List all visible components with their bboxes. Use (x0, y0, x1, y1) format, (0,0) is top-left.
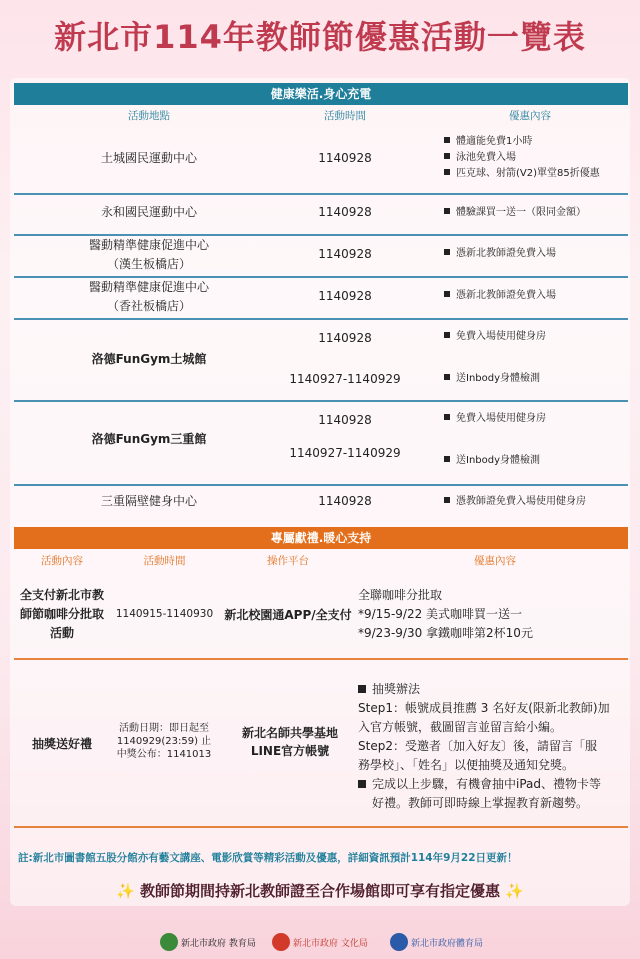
row5-time1: 1140928 (318, 331, 372, 345)
row4-offer-1: 憑新北教師證免費入場 (444, 288, 556, 304)
bullet-icon (444, 169, 450, 175)
s2-row2-platform: 新北名師共學基地 LINE官方帳號 (241, 726, 338, 758)
row6-offer-2: 送Inbody身體檢測 (444, 453, 540, 469)
row-divider (14, 400, 628, 402)
s2-row1-content: 全支付新北市教 師節咖啡分批取 活動 (19, 588, 104, 640)
s2-row1-time: 1140915-1140930 (115, 608, 214, 620)
row-divider (14, 193, 628, 195)
culture-emblem-icon (272, 933, 290, 951)
row6-time1: 1140928 (318, 413, 372, 427)
footnote: 註:新北市圖書館五股分館亦有藝文講座、電影欣賞等精彩活動及優惠，詳細資訊預計114年9月22日更新！ (18, 852, 518, 864)
col-time-header: 活動時間 (324, 110, 366, 122)
row6-time2: 1140927-1140929 (289, 446, 401, 460)
bullet-icon (444, 374, 450, 380)
bullet-icon (444, 137, 450, 143)
row-divider (14, 826, 628, 828)
col-platform-header: 操作平台 (267, 555, 309, 567)
bullet-icon (444, 153, 450, 159)
bullet-icon (444, 208, 450, 214)
bullet-icon (358, 685, 366, 693)
sparkle-icon: ✨ (505, 882, 524, 900)
row7-offer-1: 憑教師證免費入場使用健身房 (444, 494, 586, 510)
col-offer-header-2: 優惠內容 (474, 555, 516, 567)
row4-location-line1: 醫動精準健康促進中心 (88, 280, 209, 294)
s2-row2-offer: 抽獎辦法 Step1：帳號成員推薦 3 名好友(限新北教師)加 入官方帳號，截圖留言並留言給小編。 Step2：受邀者〔加入好友〕後，請留言「服 務學校」、「姓名」以便抽獎及通知兌獎。 完成以上步驟，有機會抽中iPad、禮物卡等 好禮。教師可即時線上掌握教育新趨勢。 (358, 682, 610, 810)
row3-offer-1: 憑新北教師證免費入場 (444, 246, 556, 262)
bullet-icon (444, 414, 450, 420)
row5-offer-2: 送Inbody身體檢測 (444, 371, 540, 387)
bullet-icon (444, 332, 450, 338)
s2-row1-offer: 全聯咖啡分批取 *9/15-9/22 美式咖啡買一送一 *9/23-9/30 拿鐵咖啡第2杯10元 (358, 588, 533, 640)
bullet-icon (444, 249, 450, 255)
row3-location-line1: 醫動精準健康促進中心 (88, 238, 209, 252)
col-content-header: 活動內容 (41, 555, 83, 567)
row2-location: 永和國民運動中心 (100, 205, 197, 219)
bullet-icon (444, 497, 450, 503)
row3-location-line2: （漢生板橋店） (106, 257, 191, 271)
row5-time2: 1140927-1140929 (289, 372, 401, 386)
sports-emblem-icon (390, 933, 408, 951)
row1-offer-3: 匹克球、射箭(V2)單堂85折優惠 (444, 166, 600, 182)
bullet-icon (444, 456, 450, 462)
section1-header: 健康樂活.身心充電 (14, 83, 628, 105)
row-divider (14, 484, 628, 486)
row4-time: 1140928 (318, 289, 372, 303)
row4-location-line2: （香社板橋店） (106, 299, 191, 313)
edu-logo: 新北市政府 教育局 (160, 928, 256, 956)
logo-bar (160, 928, 490, 956)
col-time-header-2: 活動時間 (143, 555, 186, 567)
section2-header: 專屬獻禮.暖心支持 (14, 527, 628, 549)
row-divider (14, 318, 628, 320)
s2-row2-time: 活動日期：即日起至 1140929(23:59) 止 中獎公布：1141013 (116, 723, 212, 760)
edu-emblem-icon (160, 933, 178, 951)
culture-logo: 新北市政府 文化局 (272, 928, 368, 956)
row1-offer-2: 泳池免費入場 (444, 150, 516, 166)
row5-offer-1: 免費入場使用健身房 (444, 329, 546, 345)
row7-location: 三重隔壁健身中心 (100, 494, 197, 508)
row6-location: 洛德FunGym三重館 (91, 432, 207, 446)
sports-logo: 新北市政府體育局 (390, 928, 483, 956)
row6-offer-1: 免費入場使用健身房 (444, 411, 546, 427)
row5-location: 洛德FunGym土城館 (91, 352, 207, 366)
row7-time: 1140928 (318, 494, 372, 508)
row1-time: 1140928 (318, 151, 372, 165)
row1-offer-1: 體適能免費1小時 (444, 134, 532, 150)
row-divider (14, 658, 628, 660)
bullet-icon (358, 780, 366, 788)
col-location-header: 活動地點 (128, 110, 170, 122)
s2-row1-platform: 新北校園通APP/全支付 (224, 608, 352, 622)
page-title: 新北市114年教師節優惠活動一覽表 (54, 18, 586, 56)
bullet-icon (444, 291, 450, 297)
slogan: ✨ 教師節期間持新北教師證至合作場館即可享有指定優惠 ✨ (116, 882, 524, 900)
sparkle-icon: ✨ (116, 882, 135, 900)
row2-offer-1: 體驗課買一送一（限同金額） (444, 205, 586, 221)
row1-location: 土城國民運動中心 (100, 151, 197, 165)
s2-row2-content: 抽獎送好禮 (31, 737, 92, 751)
row3-time: 1140928 (318, 247, 372, 261)
row2-time: 1140928 (318, 205, 372, 219)
col-offer-header: 優惠內容 (509, 110, 551, 122)
